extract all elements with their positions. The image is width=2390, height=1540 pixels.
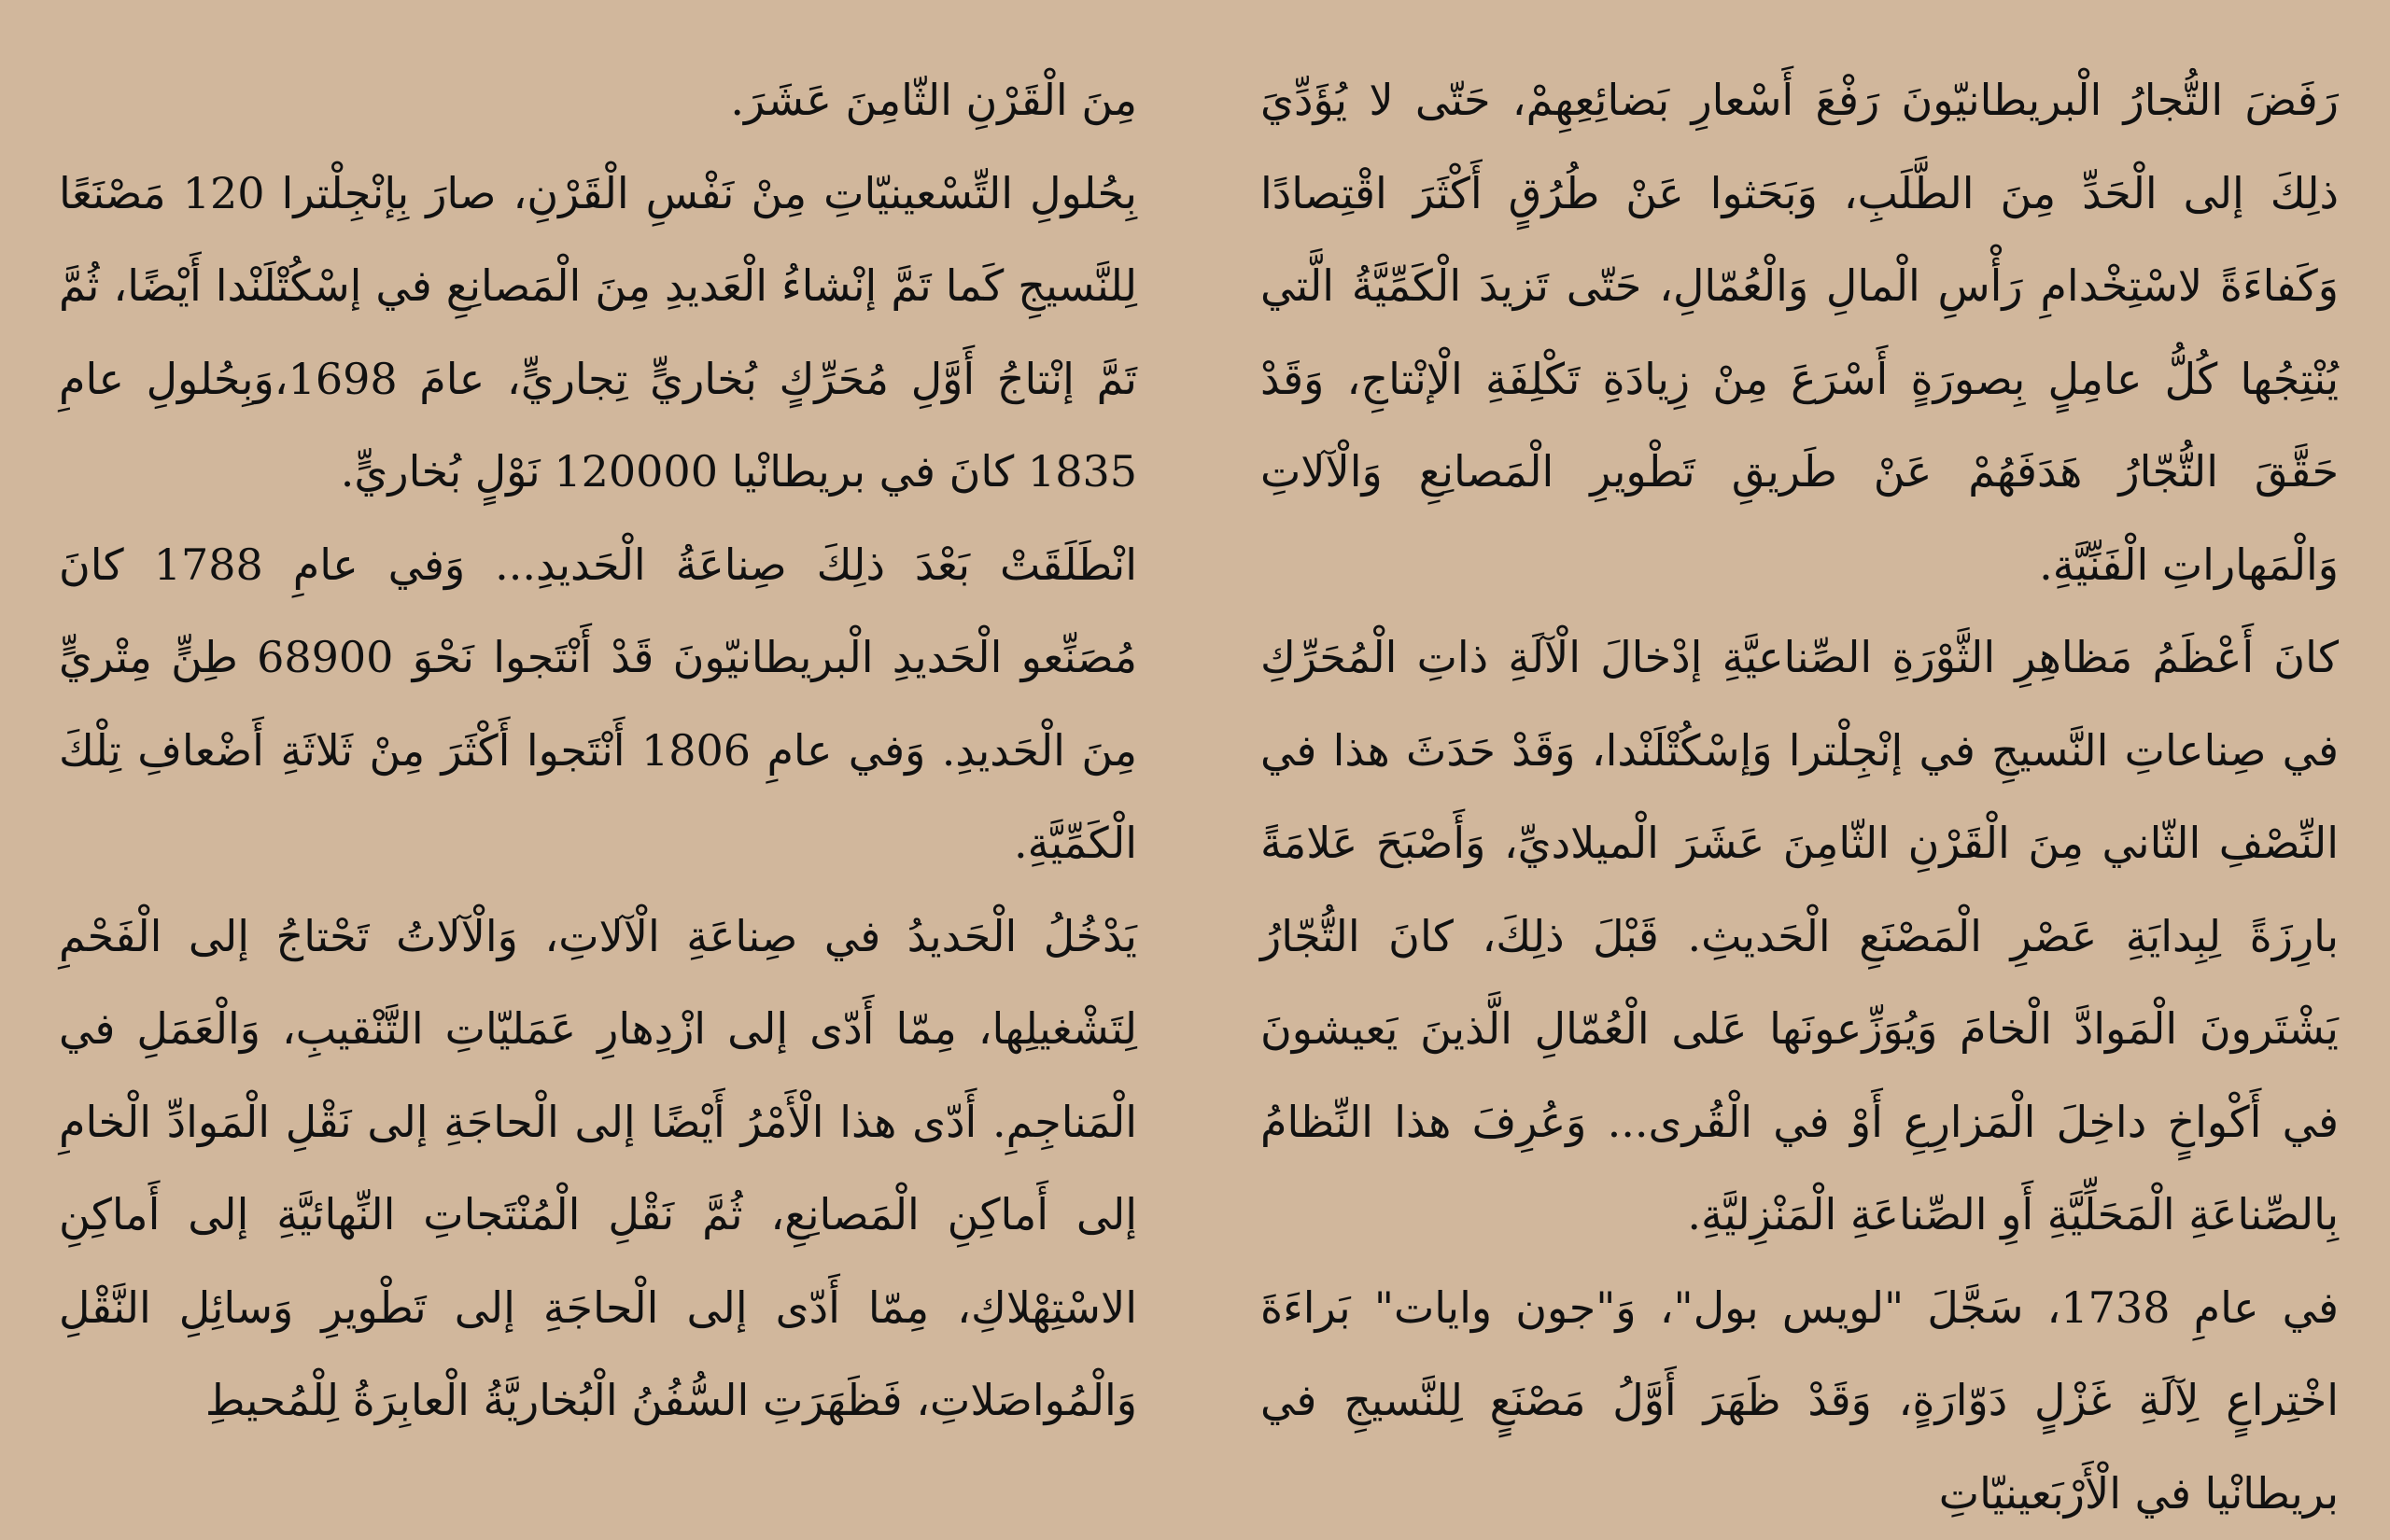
paragraph: بِحُلولِ التِّسْعينيّاتِ مِنْ نَفْسِ الْقَرْنِ، صارَ بِإنْجِلْترا 120 مَصْنَعًا لِلنَّسيجِ كَما تَمَّ إنْشاءُ الْعَديدِ مِنَ الْمَصانِعِ في إسْكُتْلَنْدا أَيْضًا، ثُمَّ تَمَّ إنْتاجُ أَوَّلِ مُحَرِّكٍ بُخاريٍّ تِجاريٍّ، عامَ 1698،وَبِحُلولِ عامِ 1835 كانَ في بريطانْيا 120000 نَوْلٍ بُخاريٍّ. [59, 147, 1137, 519]
paragraph: كانَ أَعْظَمُ مَظاهِرِ الثَّوْرَةِ الصِّناعيَّةِ إدْخالَ الْآلَةِ ذاتِ الْمُحَرِّكِ في صِناعاتِ النَّسيجِ في إنْجِلْترا وَإسْكُتْلَنْدا، وَقَدْ حَدَثَ هذا في النِّصْفِ الثّاني مِنَ الْقَرْنِ الثّامِنَ عَشَرَ الْميلاديِّ، وَأَصْبَحَ عَلامَةً بارِزَةً لِبِدايَةِ عَصْرِ الْمَصْنَعِ الْحَديثِ. قَبْلَ ذلِكَ، كانَ التُّجّارُ يَشْتَرونَ الْمَوادَّ الْخامَ وَيُوَزِّعونَها عَلى الْعُمّالِ الَّذينَ يَعيشونَ في أَكْواخٍ داخِلَ الْمَزارِعِ أَوْ في الْقُرى... وَعُرِفَ هذا النِّظامُ بِالصِّناعَةِ الْمَحَلِّيَّةِ أَوِ الصِّناعَةِ الْمَنْزِليَّةِ. [1260, 611, 2339, 1262]
paragraph: انْطَلَقَتْ بَعْدَ ذلِكَ صِناعَةُ الْحَديدِ... وَفي عامِ 1788 كانَ مُصَنِّعو الْحَديدِ الْبريطانيّونَ قَدْ أَنْتَجوا نَحْوَ 68900 طِنٍّ مِتْريٍّ مِنَ الْحَديدِ. وَفي عامِ 1806 أَنْتَجوا أَكْثَرَ مِنْ ثَلاثَةِ أَضْعافِ تِلْكَ الْكَمِّيَّةِ. [59, 519, 1137, 890]
paragraph: مِنَ الْقَرْنِ الثّامِنَ عَشَرَ. [59, 54, 1137, 147]
right-text-column [1260, 54, 2339, 1540]
paragraph: في عامِ 1738، سَجَّلَ "لويس بول"، وَ"جون وايات" بَراءَةَ اخْتِراعٍ لِآلَةِ غَزْلٍ دَوّارَةٍ، وَقَدْ ظَهَرَ أَوَّلُ مَصْنَعٍ لِلنَّسيجِ في بريطانْيا في الْأَرْبَعينيّاتِ [1260, 1262, 2339, 1540]
paragraph: رَفَضَ التُّجارُ الْبريطانيّونَ رَفْعَ أَسْعارِ بَضائِعِهِمْ، حَتّى لا يُؤَدِّيَ ذلِكَ إلى الْحَدِّ مِنَ الطَّلَبِ، وَبَحَثوا عَنْ طُرُقٍ أَكْثَرَ اقْتِصادًا وَكَفاءَةً لاسْتِخْدامِ رَأْسِ الْمالِ وَالْعُمّالِ، حَتّى تَزيدَ الْكَمِّيَّةُ الَّتي يُنْتِجُها كُلُّ عامِلٍ بِصورَةٍ أَسْرَعَ مِنْ زِيادَةِ تَكْلِفَةِ الْإنْتاجِ، وَقَدْ حَقَّقَ التُّجّارُ هَدَفَهُمْ عَنْ طَريقِ تَطْويرِ الْمَصانِعِ وَالْآلاتِ وَالْمَهاراتِ الْفَنِّيَّةِ. [1260, 54, 2339, 611]
left-text-column [59, 54, 1137, 1448]
paragraph: يَدْخُلُ الْحَديدُ في صِناعَةِ الْآلاتِ، وَالْآلاتُ تَحْتاجُ إلى الْفَحْمِ لِتَشْغيلِها، مِمّا أَدّى إلى ازْدِهارِ عَمَليّاتِ التَّنْقيبِ، وَالْعَمَلِ في الْمَناجِمِ. أَدّى هذا الْأَمْرُ أَيْضًا إلى الْحاجَةِ إلى نَقْلِ الْمَوادِّ الْخامِ إلى أَماكِنِ الْمَصانِعِ، ثُمَّ نَقْلِ الْمُنْتَجاتِ النِّهائيَّةِ إلى أَماكِنِ الاسْتِهْلاكِ، مِمّا أَدّى إلى الْحاجَةِ إلى تَطْويرِ وَسائِلِ النَّقْلِ وَالْمُواصَلاتِ، فَظَهَرَتِ السُّفُنُ الْبُخاريَّةُ الْعابِرَةُ لِلْمُحيطِ [59, 890, 1137, 1448]
